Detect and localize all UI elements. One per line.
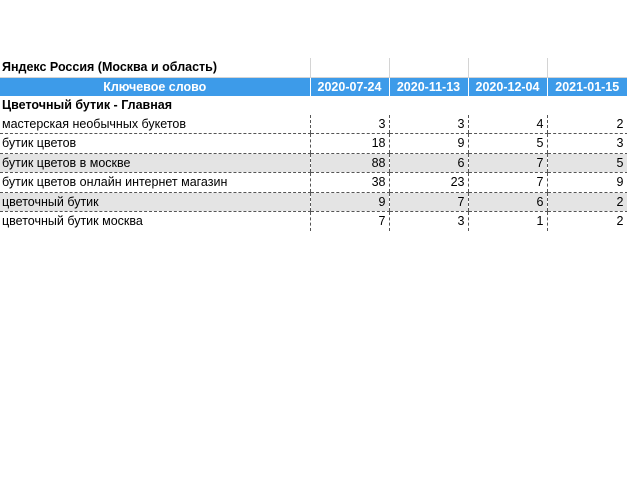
keyword-cell[interactable]: цветочный бутик bbox=[0, 192, 310, 212]
header-date-4[interactable]: 2021-01-15 bbox=[547, 77, 627, 96]
keyword-cell[interactable]: бутик цветов в москве bbox=[0, 153, 310, 173]
value-cell[interactable]: 9 bbox=[547, 173, 627, 193]
empty-cell[interactable] bbox=[468, 58, 547, 77]
empty-cell[interactable] bbox=[310, 58, 389, 77]
table-row bbox=[0, 134, 627, 154]
value-cell[interactable]: 4 bbox=[468, 115, 547, 134]
value-cell[interactable]: 3 bbox=[547, 134, 627, 154]
value-cell[interactable]: 9 bbox=[310, 192, 389, 212]
value-cell[interactable]: 3 bbox=[389, 212, 468, 231]
value-cell[interactable]: 3 bbox=[310, 115, 389, 134]
value-cell[interactable]: 6 bbox=[468, 192, 547, 212]
header-date-2[interactable]: 2020-11-13 bbox=[389, 77, 468, 96]
region-title[interactable]: Яндекс Россия (Москва и область) bbox=[0, 58, 310, 77]
empty-cell[interactable] bbox=[547, 58, 627, 77]
empty-cell[interactable] bbox=[468, 96, 547, 115]
value-cell[interactable]: 38 bbox=[310, 173, 389, 193]
section-title[interactable]: Цветочный бутик - Главная bbox=[2, 98, 173, 113]
value-cell[interactable]: 1 bbox=[468, 212, 547, 231]
spreadsheet bbox=[0, 58, 627, 231]
value-cell[interactable]: 23 bbox=[389, 173, 468, 193]
value-cell[interactable]: 7 bbox=[389, 192, 468, 212]
value-cell[interactable]: 3 bbox=[389, 115, 468, 134]
table-row bbox=[0, 173, 627, 193]
header-date-3[interactable]: 2020-12-04 bbox=[468, 77, 547, 96]
rankings-table bbox=[0, 58, 627, 231]
value-cell[interactable]: 2 bbox=[547, 192, 627, 212]
keyword-cell[interactable]: цветочный бутик москва bbox=[2, 214, 143, 229]
value-cell[interactable]: 5 bbox=[547, 153, 627, 173]
empty-cell[interactable] bbox=[547, 96, 627, 115]
region-row bbox=[0, 58, 627, 77]
value-cell[interactable]: 5 bbox=[468, 134, 547, 154]
value-cell[interactable]: 7 bbox=[468, 173, 547, 193]
section-row bbox=[0, 96, 627, 115]
table-row bbox=[0, 115, 627, 134]
value-cell[interactable]: 7 bbox=[468, 153, 547, 173]
keyword-cell[interactable]: бутик цветов bbox=[0, 134, 310, 154]
empty-cell[interactable] bbox=[389, 96, 468, 115]
value-cell[interactable]: 18 bbox=[310, 134, 389, 154]
value-cell[interactable]: 6 bbox=[389, 153, 468, 173]
header-keyword[interactable]: Ключевое слово bbox=[0, 77, 310, 96]
value-cell[interactable]: 88 bbox=[310, 153, 389, 173]
empty-cell[interactable] bbox=[389, 58, 468, 77]
keyword-cell[interactable]: бутик цветов онлайн интернет магазин bbox=[0, 173, 310, 193]
keyword-cell[interactable]: мастерская необычных букетов bbox=[0, 115, 310, 134]
value-cell[interactable]: 7 bbox=[310, 212, 389, 231]
table-row bbox=[0, 153, 627, 173]
value-cell[interactable]: 2 bbox=[547, 212, 627, 231]
table-row bbox=[0, 212, 627, 231]
header-row bbox=[0, 77, 627, 96]
value-cell[interactable]: 9 bbox=[389, 134, 468, 154]
table-row bbox=[0, 192, 627, 212]
empty-cell[interactable] bbox=[310, 96, 389, 115]
header-date-1[interactable]: 2020-07-24 bbox=[310, 77, 389, 96]
value-cell[interactable]: 2 bbox=[547, 115, 627, 134]
